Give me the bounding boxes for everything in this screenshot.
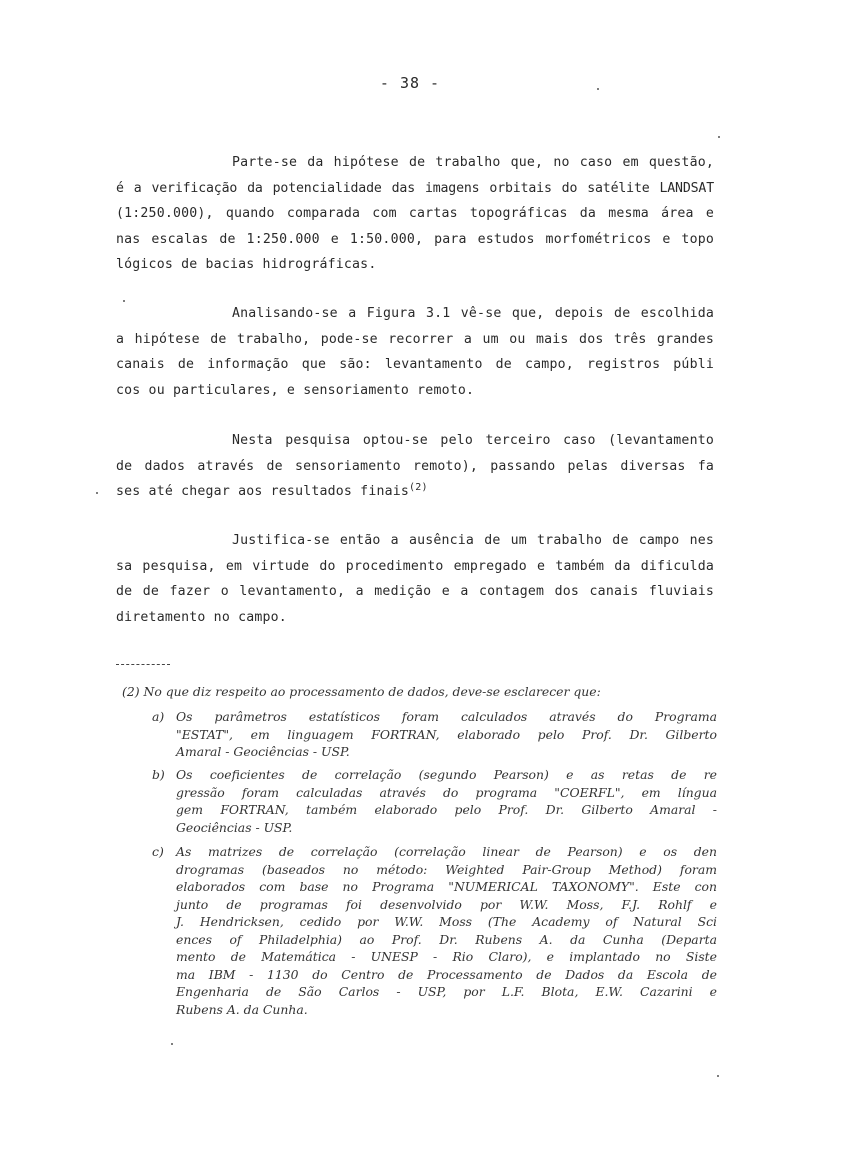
footnote-line: Engenharia de São Carlos - USP, por L.F. Blota, E.W. Cazarini e (176, 984, 717, 999)
paragraph-line: de de fazer o levantamento, a medição e a contagem dos canais fluviais (116, 584, 714, 599)
footnote-line: Geociências - USP. (176, 819, 293, 835)
paragraph-research-choice (116, 428, 714, 505)
footnote-separator (116, 664, 170, 665)
footnote-line: drogramas (baseados no método: Weighted Pair-Group Method) foram (176, 861, 717, 877)
paragraph-line: nas escalas de 1:250.000 e 1:50.000, para estudos morfométricos e topo (116, 231, 714, 247)
footnote-item-label: a) (152, 709, 165, 724)
footnote-line: Os coeficientes de correlação (segundo Pearson) e as retas de re (176, 767, 717, 782)
footnote-reference: (2) (409, 482, 428, 493)
scan-speck (123, 300, 125, 302)
footnote-line: elaborados com base no Programa "NUMERICAL TAXONOMY". Este con (176, 879, 717, 894)
footnote-line: Rubens A. da Cunha. (176, 1001, 308, 1017)
footnote-item-b (152, 766, 717, 836)
footnote-line: "ESTAT", em linguagem FORTRAN, elaborado pelo Prof. Dr. Gilberto (176, 726, 717, 742)
footnote-line: mento de Matemática - UNESP - Rio Claro), e implantado no Siste (176, 949, 717, 964)
paragraph-line: Analisando-se a Figura 3.1 vê-se que, depois de escolhida (232, 306, 714, 321)
paragraph-line: de dados através de sensoriamento remoto), passando pelas diversas fa (116, 458, 714, 474)
paragraph-figure-analysis (116, 301, 714, 403)
footnote-line: Os parâmetros estatísticos foram calculados através do Programa (176, 709, 717, 724)
scan-speck (171, 1043, 173, 1045)
paragraph-line-text: ses até chegar aos resultados finais (116, 484, 410, 499)
footnote-line: gem FORTRAN, também elaborado pelo Prof. Dr. Gilberto Amaral - (176, 802, 717, 817)
footnote-item-label: b) (152, 767, 165, 782)
paragraph-line: sa pesquisa, em virtude do procedimento empregado e também da dificulda (116, 558, 714, 574)
paragraph-line: cos ou particulares, e sensoriamento remoto. (116, 382, 475, 398)
footnote-item-a (152, 708, 717, 761)
footnote-line: Amaral - Geociências - USP. (176, 744, 350, 759)
paragraph-justification (116, 528, 714, 630)
scan-speck (717, 1075, 719, 1077)
footnote-line: As matrizes de correlação (correlação linear de Pearson) e os den (176, 844, 717, 859)
scan-speck (597, 88, 599, 90)
paragraph-hypothesis (116, 150, 714, 278)
scan-speck (96, 492, 98, 494)
paragraph-line: lógicos de bacias hidrográficas. (116, 257, 377, 272)
paragraph-line: (1:250.000), quando comparada com cartas topográficas da mesma área e (116, 206, 714, 221)
footnote-line: gressão foram calculadas através do programa "COERFL", em língua (176, 784, 717, 800)
paragraph-line: diretamento no campo. (116, 609, 287, 625)
footnote-intro: (2) No que diz respeito ao processamento de dados, deve-se esclarecer que: (122, 684, 601, 699)
scan-speck (718, 136, 720, 138)
paragraph-line: é a verificação da potencialidade das imagens orbitais do satélite LANDSAT (116, 180, 714, 196)
paragraph-line: Nesta pesquisa optou-se pelo terceiro caso (levantamento (232, 433, 714, 448)
paragraph-line (116, 479, 714, 505)
footnote-item-c (152, 843, 717, 1018)
footnote-line: junto de programas foi desenvolvido por W.W. Moss, F.J. Rohlf e (176, 896, 717, 912)
paragraph-line: Justifica-se então a ausência de um trabalho de campo nes (232, 533, 714, 548)
footnote-item-label: c) (152, 844, 164, 859)
footnote-line: J. Hendricksen, cedido por W.W. Moss (The Academy of Natural Sci (176, 914, 717, 929)
footnote-line: ences of Philadelphia) ao Prof. Dr. Rubens A. da Cunha (Departa (176, 931, 717, 947)
paragraph-line: canais de informação que são: levantamento de campo, registros públi (116, 357, 714, 372)
paragraph-line: a hipótese de trabalho, pode-se recorrer a um ou mais dos três grandes (116, 331, 714, 347)
footnote-line: ma IBM - 1130 do Centro de Processamento de Dados da Escola de (176, 966, 717, 982)
paragraph-line: Parte-se da hipótese de trabalho que, no caso em questão, (232, 155, 714, 170)
page-number: - 38 - (379, 74, 441, 92)
